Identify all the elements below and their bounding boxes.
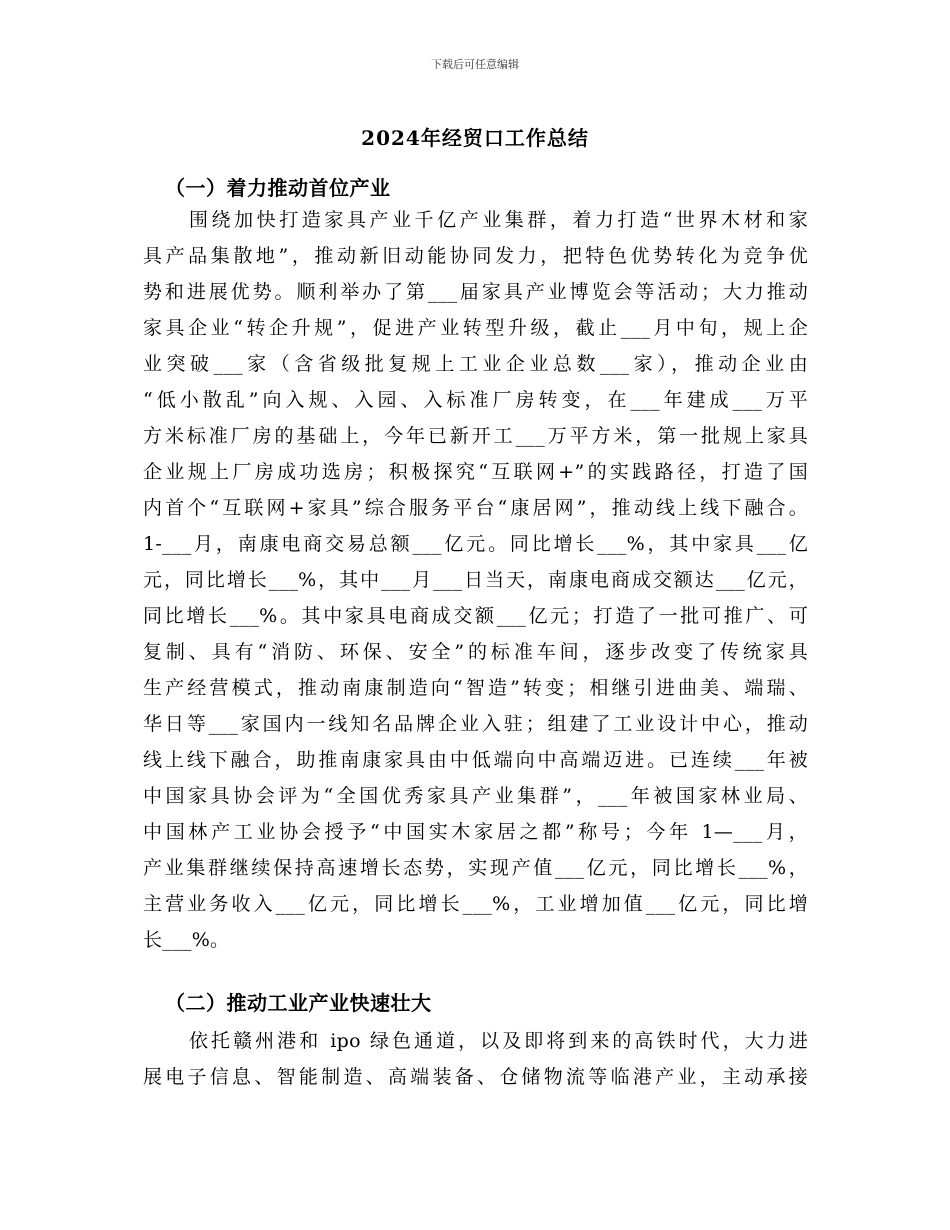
paragraph-line: 复制、具有“消防、环保、安全”的标准车间，逐步改变了传统家具 (143, 641, 808, 663)
section-heading-1: （一）着力推动首位产业 (165, 176, 391, 200)
paragraph-line: “低小散乱”向入规、入园、入标准厂房转变，在___年建成___万平 (143, 389, 808, 411)
paragraph-line: 业突破___家（含省级批复规上工业企业总数___家），推动企业由 (143, 353, 808, 375)
paragraph-line: 依托赣州港和 ipo 绿色通道，以及即将到来的高铁时代，大力进 (189, 1030, 808, 1052)
paragraph-line: 企业规上厂房成功选房；积极探究“互联网+”的实践路径，打造了国 (143, 461, 808, 483)
section-2-paragraph (143, 1023, 808, 1095)
paragraph-line: 产业集群继续保持高速增长态势，实现产值___亿元，同比增长___%， (143, 857, 808, 879)
paragraph-line: 华日等___家国内一线知名品牌企业入驻；组建了工业设计中心，推动 (143, 713, 808, 735)
paragraph-line: 主营业务收入___亿元，同比增长___%，工业增加值___亿元，同比增 (143, 893, 808, 915)
paragraph-line: 势和进展优势。顺利举办了第___届家具产业博览会等活动；大力推动 (143, 281, 808, 303)
document-title: 2024年经贸口工作总结 (361, 126, 589, 150)
paragraph-line: 元，同比增长___%，其中___月___日当天，南康电商成交额达___亿元， (143, 569, 808, 591)
paragraph-line: 1-___月，南康电商交易总额___亿元。同比增长___%，其中家具___亿 (143, 533, 808, 555)
paragraph-line: 生产经营模式，推动南康制造向“智造”转变；相继引进曲美、端瑞、 (143, 677, 808, 699)
paragraph-line: 线上线下融合，助推南康家具由中低端向中高端迈进。已连续___年被 (143, 749, 808, 771)
paragraph-line: 家具企业“转企升规”，促进产业转型升级，截止___月中旬，规上企 (143, 317, 808, 339)
paragraph-line: 中国家具协会评为“全国优秀家具产业集群”，___年被国家林业局、 (143, 785, 808, 807)
section-heading-2: （二）推动工业产业快速壮大 (165, 991, 432, 1015)
paragraph-line: 中国林产工业协会授予“中国实木家居之都”称号；今年 1—___月， (143, 821, 808, 843)
section-1-paragraph (143, 202, 808, 958)
paragraph-line: 围绕加快打造家具产业千亿产业集群，着力打造“世界木材和家 (189, 209, 808, 231)
paragraph-line: 具产品集散地”，推动新旧动能协同发力，把特色优势转化为竞争优 (143, 245, 808, 267)
paragraph-line: 方米标准厂房的基础上，今年已新开工___万平方米，第一批规上家具 (143, 425, 808, 447)
paragraph-line: 长___%。 (143, 929, 230, 951)
paragraph-line: 内首个“互联网+家具”综合服务平台“康居网”，推动线上线下融合。 (143, 497, 808, 519)
page-header-note: 下载后可任意编辑 (431, 58, 519, 71)
paragraph-line: 同比增长___%。其中家具电商成交额___亿元；打造了一批可推广、可 (143, 605, 808, 627)
paragraph-line: 展电子信息、智能制造、高端装备、仓储物流等临港产业，主动承接 (143, 1066, 808, 1088)
